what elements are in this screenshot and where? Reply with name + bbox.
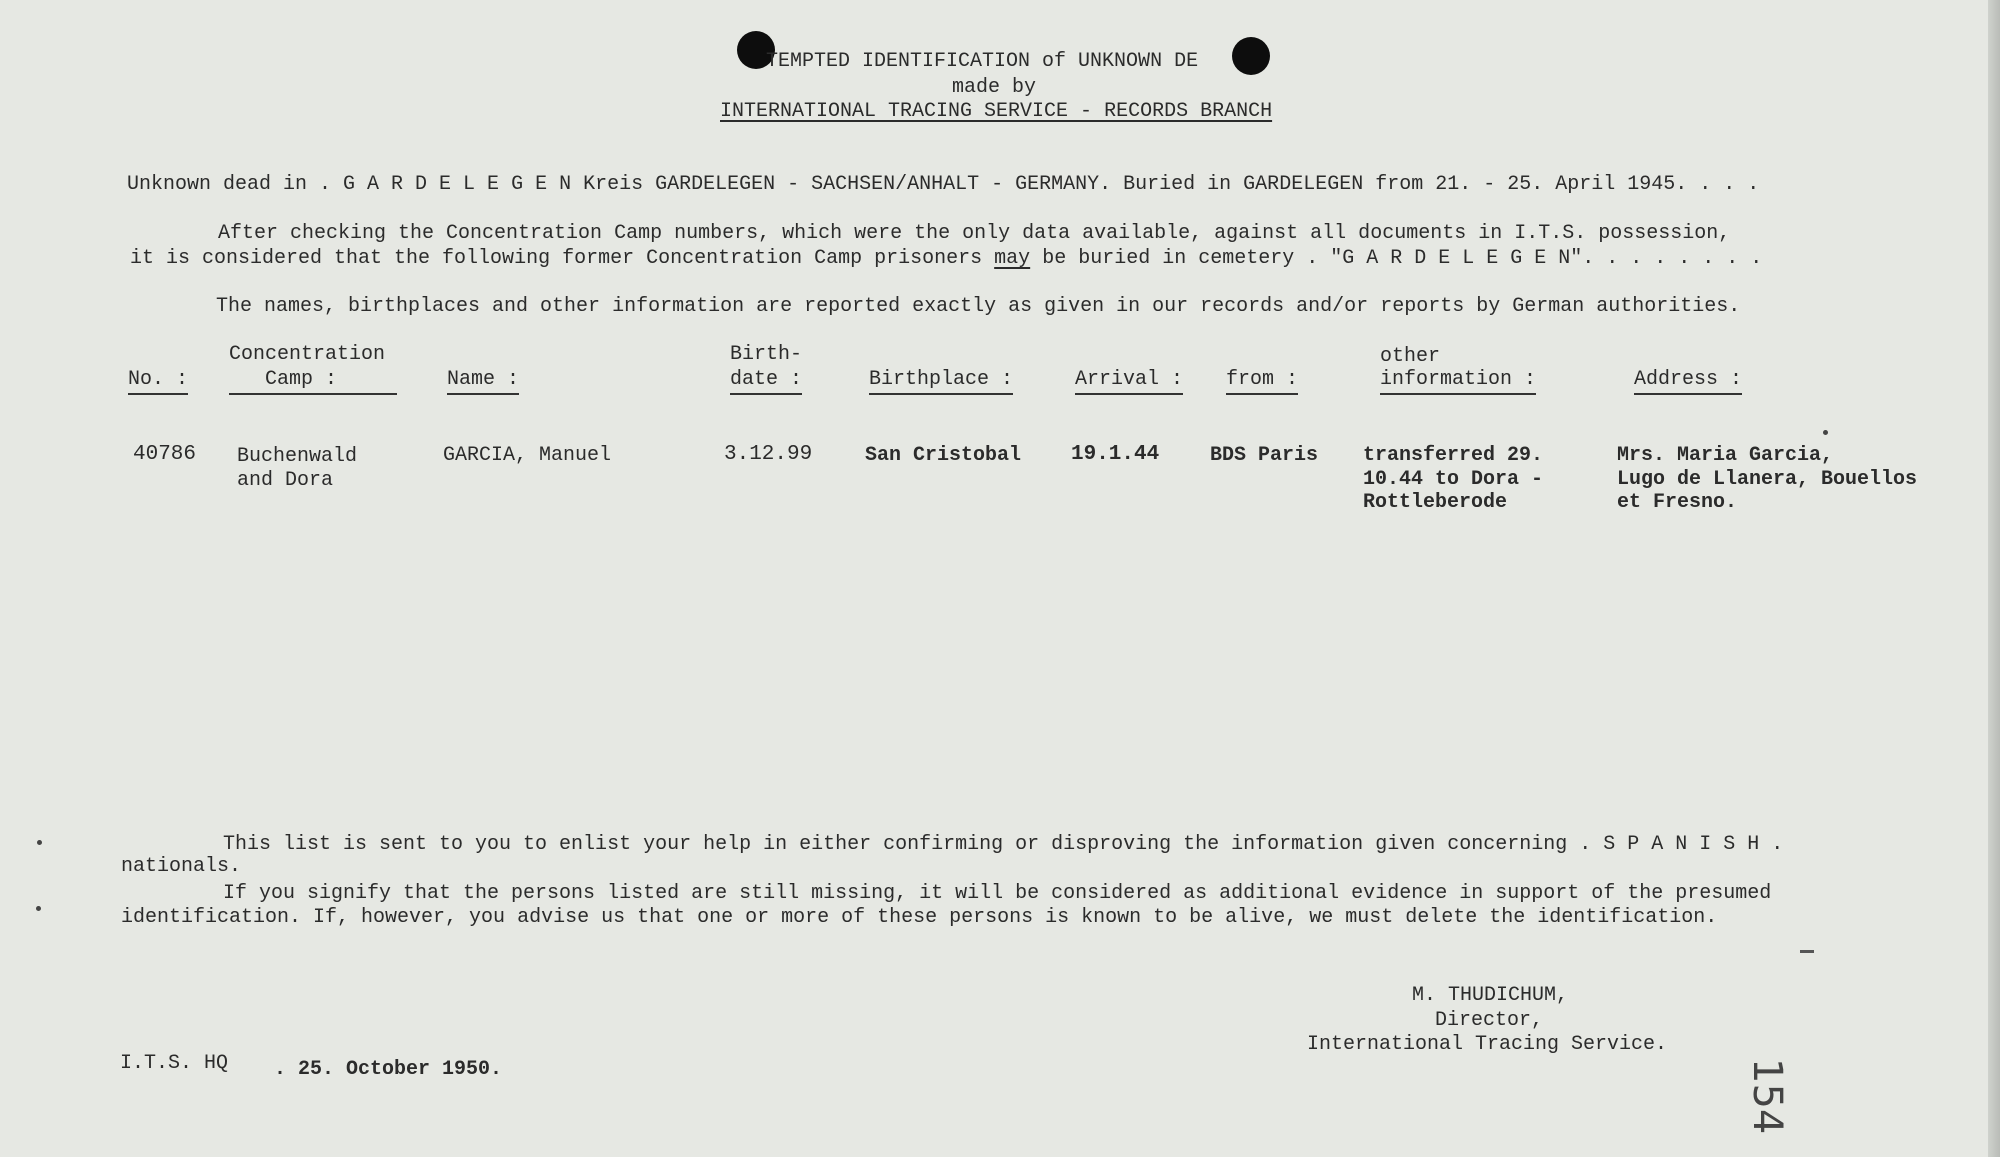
names-note: The names, birthplaces and other information are reported exactly as given in our records and/or reports by German authorities. [216,295,1741,318]
cell-other-1: transferred 29. [1363,444,1544,467]
cell-camp-2: and Dora [237,469,334,492]
unknown-dead-line: Unknown dead in . G A R D E L E G E N Kreis GARDELEGEN - SACHSEN/ANHALT - GERMANY. Buried in GARDELEGEN from 21. - 25. April 1945. . . . [127,173,1760,196]
checking-line-2 [130,247,1762,270]
cell-address-3: et Fresno. [1617,491,1738,514]
punch-hole-right [1232,37,1270,75]
cell-arrival: 19.1.44 [1071,443,1160,466]
header-other-top: other [1380,345,1441,368]
title-line-2: made by [952,76,1037,99]
margin-dash [1800,950,1814,953]
header-birthdate-top: Birth- [730,343,803,366]
header-camp-top: Concentration [229,343,386,366]
header-address: Address : [1634,368,1742,395]
signify-line-2: identification. If, however, you advise us that one or more of these persons is known to be alive, we must delete the identification. [121,906,1718,929]
cell-address-2: Lugo de Llanera, Bouellos [1617,468,1918,491]
margin-mark [37,840,42,845]
header-from: from : [1226,368,1298,395]
header-name: Name : [447,368,519,395]
checking-line-2-b: be buried in cemetery . "G A R D E L E G E N". . . . . . . . [1042,247,1763,270]
signature-title: Director, [1435,1009,1544,1032]
checking-line-2-a: it is considered that the following former Concentration Camp prisoners [130,247,983,270]
cell-other-3: Rottleberode [1363,491,1508,514]
header-birthdate-bottom: date : [730,368,802,395]
footer-date: . 25. October 1950. [274,1058,503,1081]
title-line-1: TEMPTED IDENTIFICATION of UNKNOWN DE [766,50,1199,73]
header-other-bottom: information : [1380,368,1536,395]
header-no: No. : [128,368,188,395]
margin-mark [36,906,41,911]
footer-location: I.T.S. HQ [120,1052,229,1075]
checking-line-2-may: may [994,247,1031,270]
enlist-line-2: nationals. [121,855,242,878]
margin-mark [1823,430,1828,435]
cell-no: 40786 [133,443,197,466]
cell-birthdate: 3.12.99 [724,443,813,466]
cell-camp-1: Buchenwald [237,445,358,468]
signify-line-1: If you signify that the persons listed are still missing, it will be considered as additional evidence in support of the presumed [223,882,1772,905]
header-arrival: Arrival : [1075,368,1183,395]
header-birthplace: Birthplace : [869,368,1013,395]
header-camp-bottom-label: Camp : [265,368,338,391]
enlist-line-1: This list is sent to you to enlist your help in either confirming or disproving the information given concerning . S P A N I S H . [223,833,1784,856]
cell-address-1: Mrs. Maria Garcia, [1617,444,1834,467]
signature-org: International Tracing Service. [1307,1033,1668,1056]
title-line-3: INTERNATIONAL TRACING SERVICE - RECORDS BRANCH [720,100,1273,123]
cell-name: GARCIA, Manuel [443,444,612,467]
cell-birthplace: San Cristobal [865,444,1022,467]
cell-from: BDS Paris [1210,444,1319,467]
cell-other-2: 10.44 to Dora - [1363,468,1544,491]
page-number-stamp: 154 [1744,1058,1790,1135]
signature-name: M. THUDICHUM, [1412,984,1569,1007]
checking-line-1: After checking the Concentration Camp numbers, which were the only data available, against all documents in I.T.S. possession, [218,222,1731,245]
header-camp-bottom [229,368,397,395]
